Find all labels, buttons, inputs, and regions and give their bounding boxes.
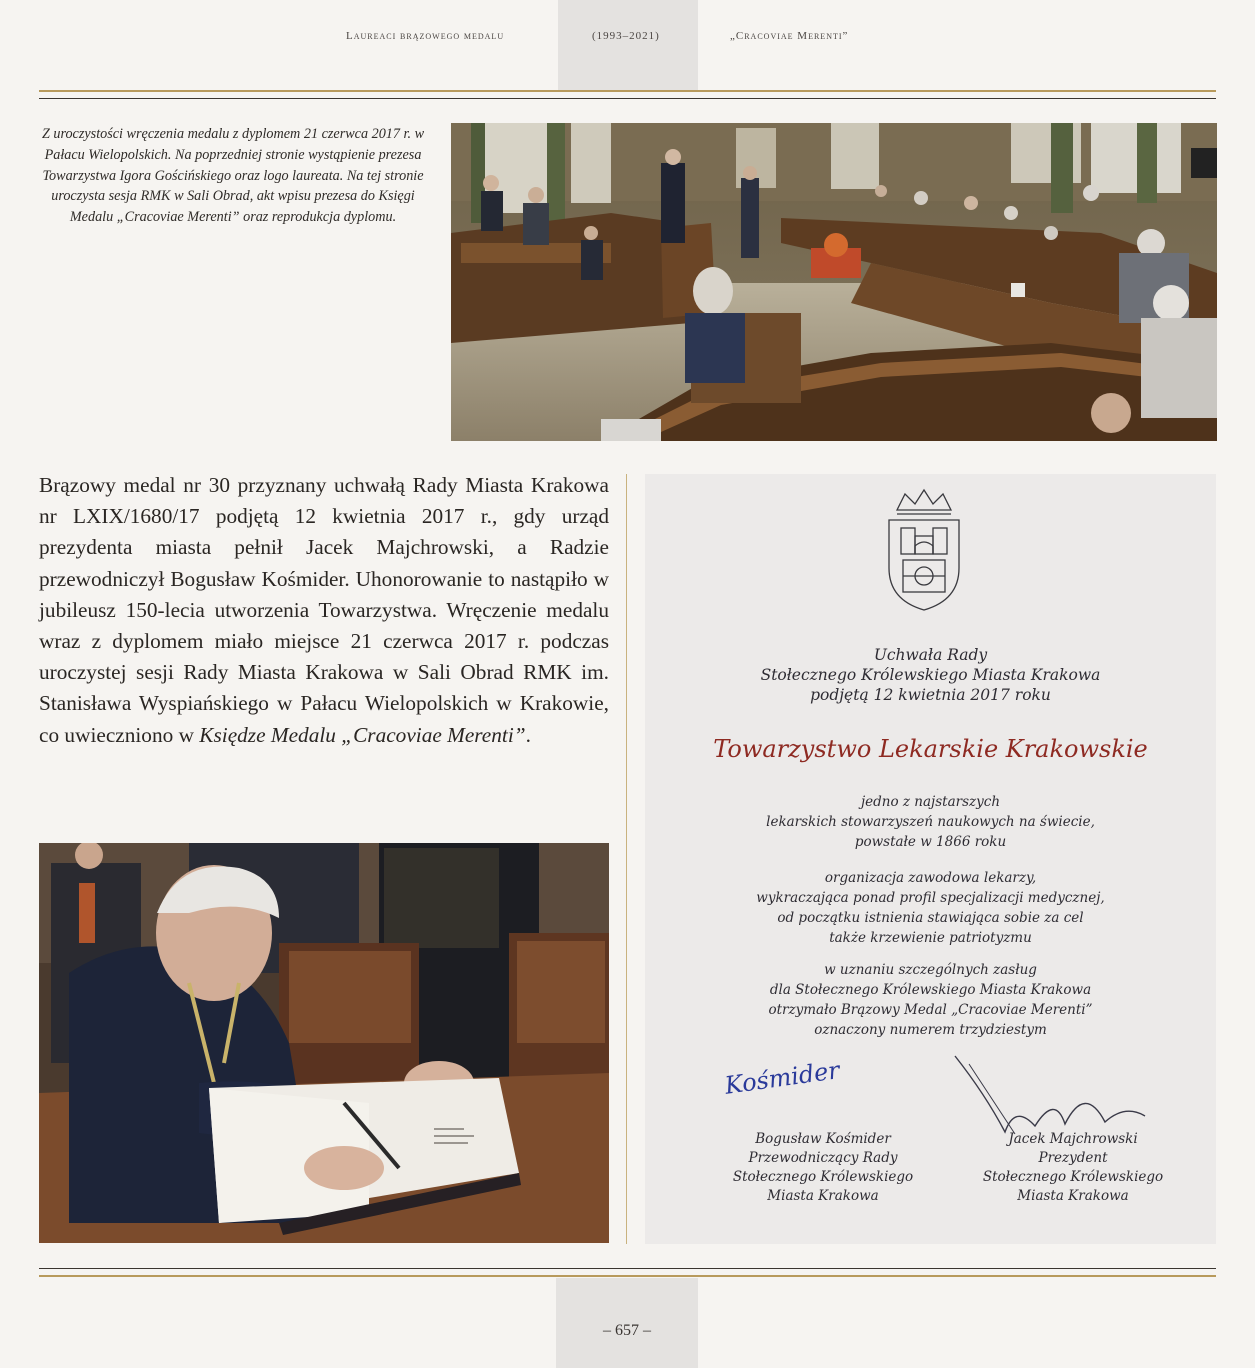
diploma-desc-line-5: wykraczająca ponad profil specjalizacji medycznej, [756,890,1105,906]
signatory-right-name: Jacek Majchrowski [1008,1131,1138,1147]
diploma-award-line-2: dla Stołecznego Królewskiego Miasta Krakowa [769,982,1092,998]
photo-caption: Z uroczystości wręczenia medalu z dyplomem 21 czerwca 2017 r. w Pałacu Wielopolskich. Na poprzedniej stronie wystąpienie prezesa Towarzystwa Igora Gościńskiego oraz logo laureata. Na tej stronie uroczysta sesja RMK w Sali Obrad, akt wpisu prezesa do Księgi Medalu „Cracoviae Merenti” oraz reprodukcja dyplomu. [41,126,425,226]
diploma-resolution-date: podjętą 12 kwietnia 2017 roku [810,686,1051,704]
book-title: Księdze Medalu „Cracoviae Merenti” [199,722,526,747]
award-description [39,470,609,751]
footer-rule [39,1268,1216,1277]
signatory-right-title: Prezydent [1038,1150,1108,1166]
header-center-band [558,0,698,92]
diploma-desc-line-3: powstałe w 1866 roku [854,834,1007,850]
page-number: – 657 – [603,1322,651,1339]
signatory-left-org: Stołecznego Królewskiego [732,1169,914,1185]
diploma-desc-line-7: także krzewienie patriotyzmu [829,930,1032,946]
signatory-left-title: Przewodniczący Rady [748,1150,898,1166]
diploma-desc-line-4: organizacja zawodowa lekarzy, [824,870,1037,886]
signatory-left-name: Bogusław Kośmider [755,1131,891,1147]
header-rule [39,90,1216,99]
kosmider-autograph: Kośmider [723,1056,842,1100]
body-text-main: Brązowy medal nr 30 przyznany uchwałą Rady Miasta Krakowa nr LXIX/1680/17 podjętą 12 kwietnia 2017 r., gdy urząd prezydenta miasta pełnił Jacek Majchrowski, a Radzie przewodniczył Bogusław Kośmider. Uhonorowanie to nastąpiło w jubileusz 150-lecia utworzenia Towarzystwa. Wręczenie medalu wraz z dyplomem miało miejsce 21 czerwca 2017 r. podczas uroczystej sesji Rady Miasta Krakowa w Sali Obrad RMK im. Stanisława Wyspiańskiego w Pałacu Wielopolskich w Krakowie, co uwieczniono w [39,473,609,747]
book-signing-photo [39,843,609,1243]
diploma-desc-line-6: od początku istnienia stawiająca sobie za cel [777,910,1084,926]
diploma-desc-line-1: jedno z najstarszych [860,794,1001,810]
diploma-reproduction [645,474,1216,1244]
diploma-award-line-4: oznaczony numerem trzydziestym [814,1022,1047,1038]
signatory-left-city: Miasta Krakowa [767,1188,879,1204]
signatory-right-city: Miasta Krakowa [1017,1188,1129,1204]
signatory-right [943,1130,1203,1206]
diploma-desc-line-2: lekarskich stowarzyszeń naukowych na świecie, [766,814,1095,830]
diploma-recipient: Towarzystwo Lekarskie Krakowskie [713,735,1148,763]
diploma-award-line-3: otrzymało Brązowy Medal „Cracoviae Merenti” [768,1002,1093,1018]
body-text-end: . [525,722,531,747]
running-head-center: (1993–2021) [592,30,660,42]
signatory-right-org: Stołecznego Królewskiego [982,1169,1164,1185]
krakow-coat-of-arms-icon [883,488,965,612]
council-session-photo [451,123,1217,441]
running-head-right: „Cracoviae Merenti” [730,30,849,42]
signatory-left [693,1130,953,1206]
running-head-left: Laureaci brązowego medalu [346,30,505,42]
column-divider [626,474,627,1244]
diploma-resolution-title: Uchwała Rady [873,646,988,664]
diploma-resolution-city: Stołecznego Królewskiego Miasta Krakowa [760,666,1101,684]
diploma-award-line-1: w uznaniu szczególnych zasług [824,962,1037,978]
